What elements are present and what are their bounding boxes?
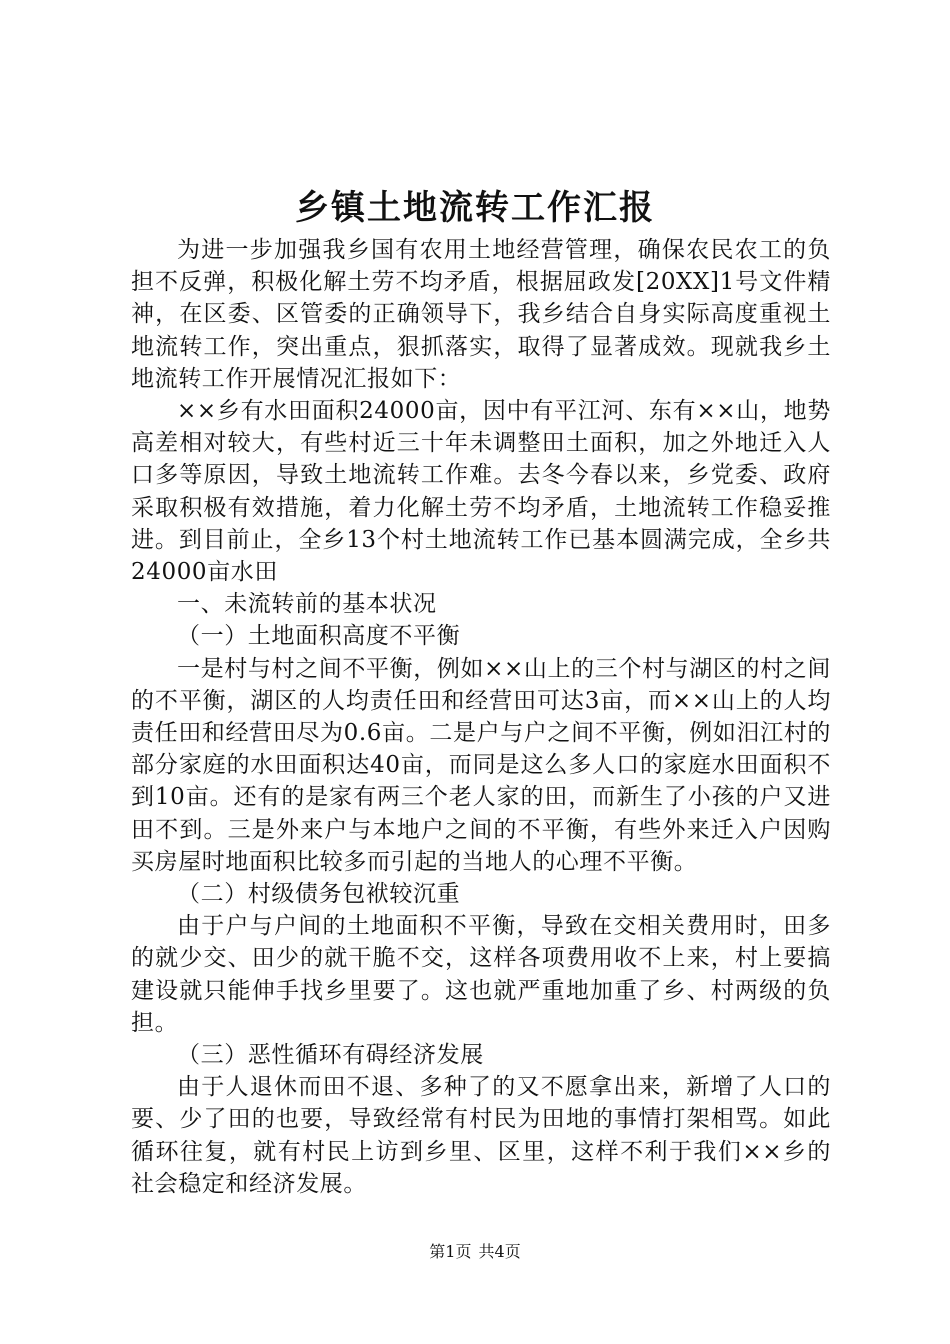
- subsection-heading: （三）恶性循环有碍经济发展: [177, 1042, 484, 1069]
- body-paragraph: 由于人退休而田不退、多种了的又不愿拿出来，新增了人口的要、少了田的也要，导致经常有村民为田地的事情打架相骂。如此循环往复，就有村民上访到乡里、区里，这样不利于我们××乡的社会稳定和经济发展。: [131, 1074, 831, 1197]
- subsection-heading: （二）村级债务包袱较沉重: [177, 881, 461, 908]
- page-footer: [0, 1241, 950, 1263]
- overview-paragraph: ××乡有水田面积24000亩，因中有平江河、东有××山，地势高差相对较大，有些村近三十年未调整田土面积，加之外地迁入人口多等原因，导致土地流转工作难。去冬今春以来，乡党委、政府采取积极有效措施，着力化解土劳不均矛盾，土地流转工作稳妥推进。到目前止，全乡13个村土地流转工作已基本圆满完成，全乡共24000亩水田: [131, 398, 831, 586]
- intro-paragraph: 为进一步加强我乡国有农用土地经营管理，确保农民农工的负担不反弹，积极化解土劳不均矛盾，根据屈政发[20XX]1号文件精神，在区委、区管委的正确领导下，我乡结合自身实际高度重视土地流转工作，突出重点，狠抓落实，取得了显著成效。现就我乡土地流转工作开展情况汇报如下：: [131, 237, 831, 392]
- document-body: [131, 234, 831, 1200]
- page-total: 共4页: [478, 1242, 521, 1261]
- subsection-heading: （一）土地面积高度不平衡: [177, 623, 461, 650]
- section-heading: 一、未流转前的基本状况: [177, 591, 437, 618]
- body-paragraph: 一是村与村之间不平衡，例如××山上的三个村与湖区的村之间的不平衡，湖区的人均责任田和经营田可达3亩，而××山上的人均责任田和经营田尽为0.6亩。二是户与户之间不平衡，例如汨江村的部分家庭的水田面积达40亩，而同是这么多人口的家庭水田面积不到10亩。还有的是家有两三个老人家的田，而新生了小孩的户又进田不到。三是外来户与本地户之间的不平衡，有些外来迁入户因购买房屋时地面积比较多而引起的当地人的心理不平衡。: [131, 655, 831, 875]
- page-number: 第1页: [429, 1242, 472, 1261]
- body-paragraph: 由于户与户间的土地面积不平衡，导致在交相关费用时，田多的就少交、田少的就干脆不交，这样各项费用收不上来，村上要搞建设就只能伸手找乡里要了。这也就严重地加重了乡、村两级的负担。: [131, 913, 831, 1036]
- document-title: 乡镇土地流转工作汇报: [295, 188, 655, 228]
